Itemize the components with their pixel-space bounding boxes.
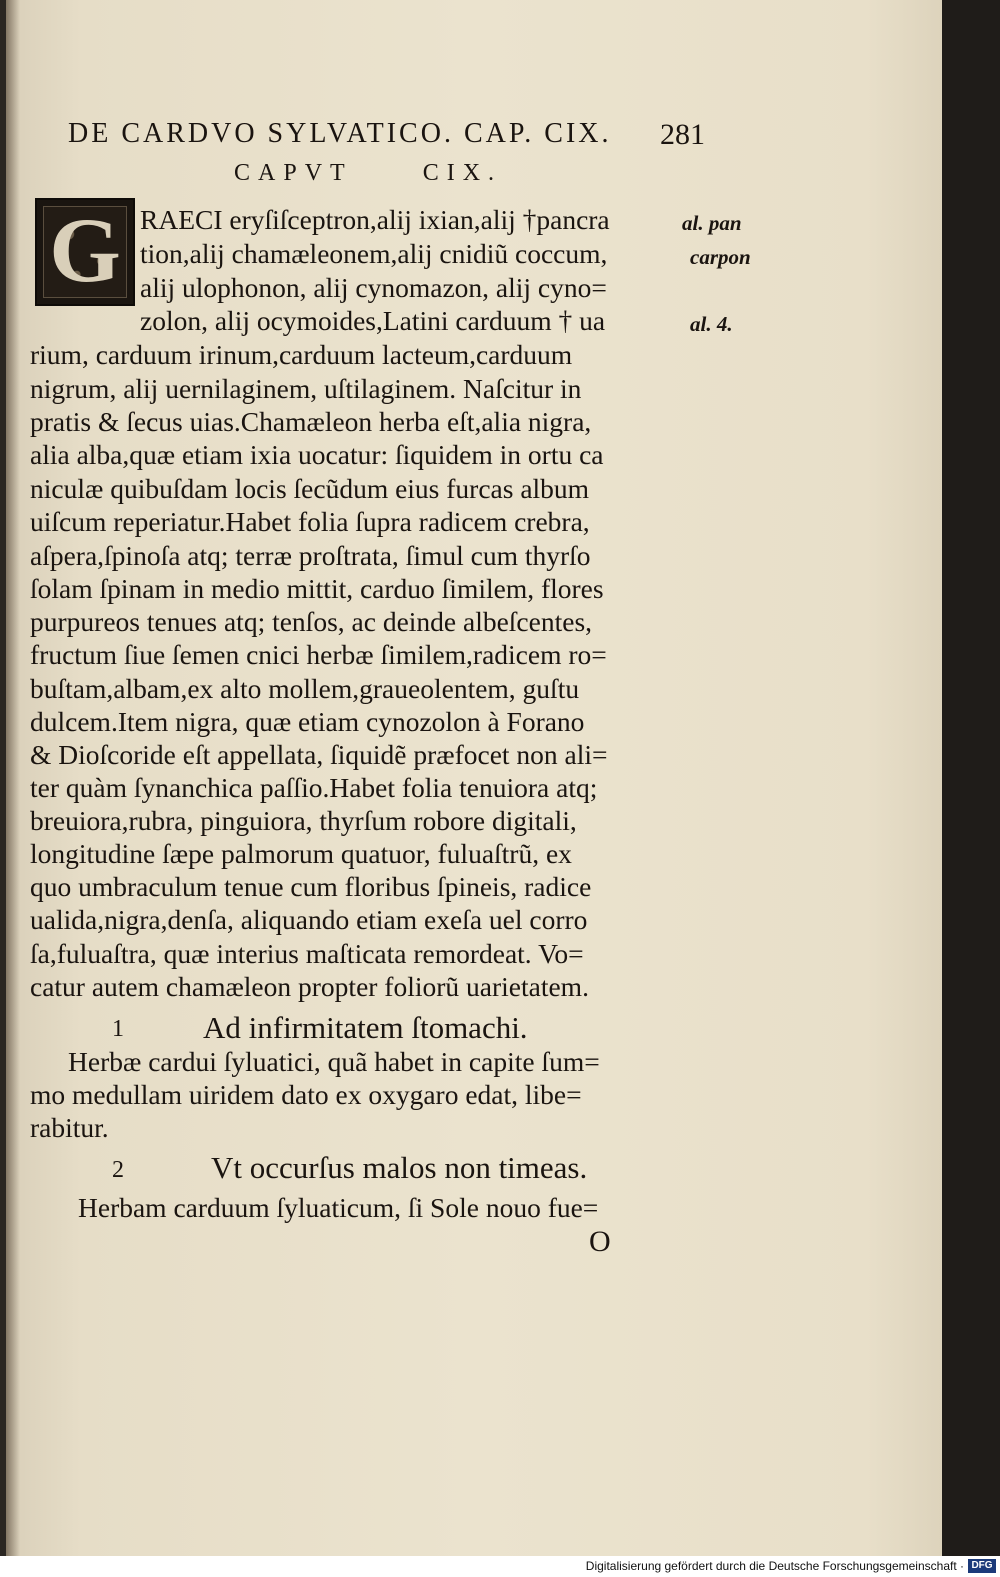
- section-line: rabitur.: [30, 1112, 109, 1143]
- catchword: O: [589, 1225, 611, 1258]
- margin-note: al. pan: [682, 211, 742, 235]
- dfg-logo: DFG: [968, 1559, 996, 1573]
- funding-notice: Digitalisierung gefördert durch die Deutsche Forschungsgemeinschaft ·: [585, 1559, 964, 1573]
- section-line: Herbæ cardui ſyluatici, quã habet in capite ſum=: [68, 1046, 600, 1077]
- body-line: zolon, alij ocymoides,Latini carduum † ua: [140, 305, 606, 336]
- body-line: longitudine ſæpe palmorum quatuor, fuluaſtrũ, ex: [30, 838, 572, 869]
- book-page: [6, 0, 942, 1556]
- body-line: & Dioſcoride eſt appellata, ſiquidẽ præfocet non ali=: [30, 739, 608, 770]
- body-line: ualida,nigra,denſa, aliquando etiam exeſa uel corro: [30, 904, 588, 935]
- body-line: catur autem chamæleon propter foliorũ uarietatem.: [30, 971, 589, 1002]
- section-number: 1: [112, 1016, 124, 1042]
- body-line: buſtam,albam,ex alto mollem,graueolentem, guſtu: [30, 673, 580, 704]
- chapter-label: CAPVT: [234, 160, 353, 186]
- body-line: quo umbraculum tenue cum floribus ſpineis, radice: [30, 871, 592, 902]
- body-line: nigrum, alij uernilaginem, uſtilaginem. Naſcitur in: [30, 373, 582, 404]
- gutter-shadow: [6, 0, 20, 1556]
- body-line: alia alba,quæ etiam ixia uocatur: ſiquidem in ortu ca: [30, 439, 604, 470]
- body-line: rium, carduum irinum,carduum lacteum,carduum: [30, 339, 573, 370]
- chapter-title: [234, 160, 502, 187]
- decorated-initial: [35, 198, 135, 306]
- section-number: 2: [112, 1157, 124, 1183]
- scan-background: [942, 0, 1000, 1556]
- body-line: tion,alij chamæleonem,alij cnidiũ coccum,: [140, 238, 608, 269]
- footer-bar: [0, 1556, 1000, 1577]
- section-line: Herbam carduum ſyluaticum, ſi Sole nouo fue=: [78, 1192, 599, 1223]
- chapter-number: CIX.: [422, 160, 503, 186]
- body-line: pratis & ſecus uias.Chamæleon herba eſt,alia nigra,: [30, 406, 592, 437]
- body-line: aſpera,ſpinoſa atq; terræ proſtrata, ſimul cum thyrſo: [30, 540, 591, 571]
- running-title: DE CARDVO SYLVATICO. CAP. CIX.: [68, 118, 612, 149]
- body-line: fructum ſiue ſemen cnici herbæ ſimilem,radicem ro=: [30, 639, 607, 670]
- body-line: purpureos tenues atq; tenſos, ac deinde albeſcentes,: [30, 606, 593, 637]
- margin-note: carpon: [690, 245, 751, 269]
- body-line: alij ulophonon, alij cynomazon, alij cyno=: [140, 272, 607, 303]
- running-head: [68, 118, 705, 151]
- body-line: ſolam ſpinam in medio mittit, carduo ſimilem, flores: [30, 573, 604, 604]
- initial-letter: G: [49, 199, 121, 301]
- body-line: breuiora,rubra, pinguiora, thyrſum robore digitali,: [30, 805, 577, 836]
- body-line: uiſcum reperiatur.Habet folia ſupra radicem crebra,: [30, 506, 590, 537]
- page-number: 281: [660, 118, 705, 151]
- body-line: RAECI eryſiſceptron,alij ixian,alij †pancra: [140, 204, 610, 235]
- body-line: ſa,fuluaſtra, quæ interius maſticata remordeat. Vo=: [30, 938, 584, 969]
- margin-note: al. 4.: [690, 312, 733, 336]
- body-line: ter quàm ſynanchica paſſio.Habet folia tenuiora atq;: [30, 772, 598, 803]
- body-line: dulcem.Item nigra, quæ etiam cynozolon à Forano: [30, 706, 585, 737]
- section-line: mo medullam uiridem dato ex oxygaro edat, libe=: [30, 1079, 582, 1110]
- body-line: niculæ quibuſdam locis ſecũdum eius furcas album: [30, 473, 590, 504]
- section-title: Ad infirmitatem ſtomachi.: [203, 1010, 528, 1045]
- section-title: Vt occurſus malos non timeas.: [211, 1150, 588, 1185]
